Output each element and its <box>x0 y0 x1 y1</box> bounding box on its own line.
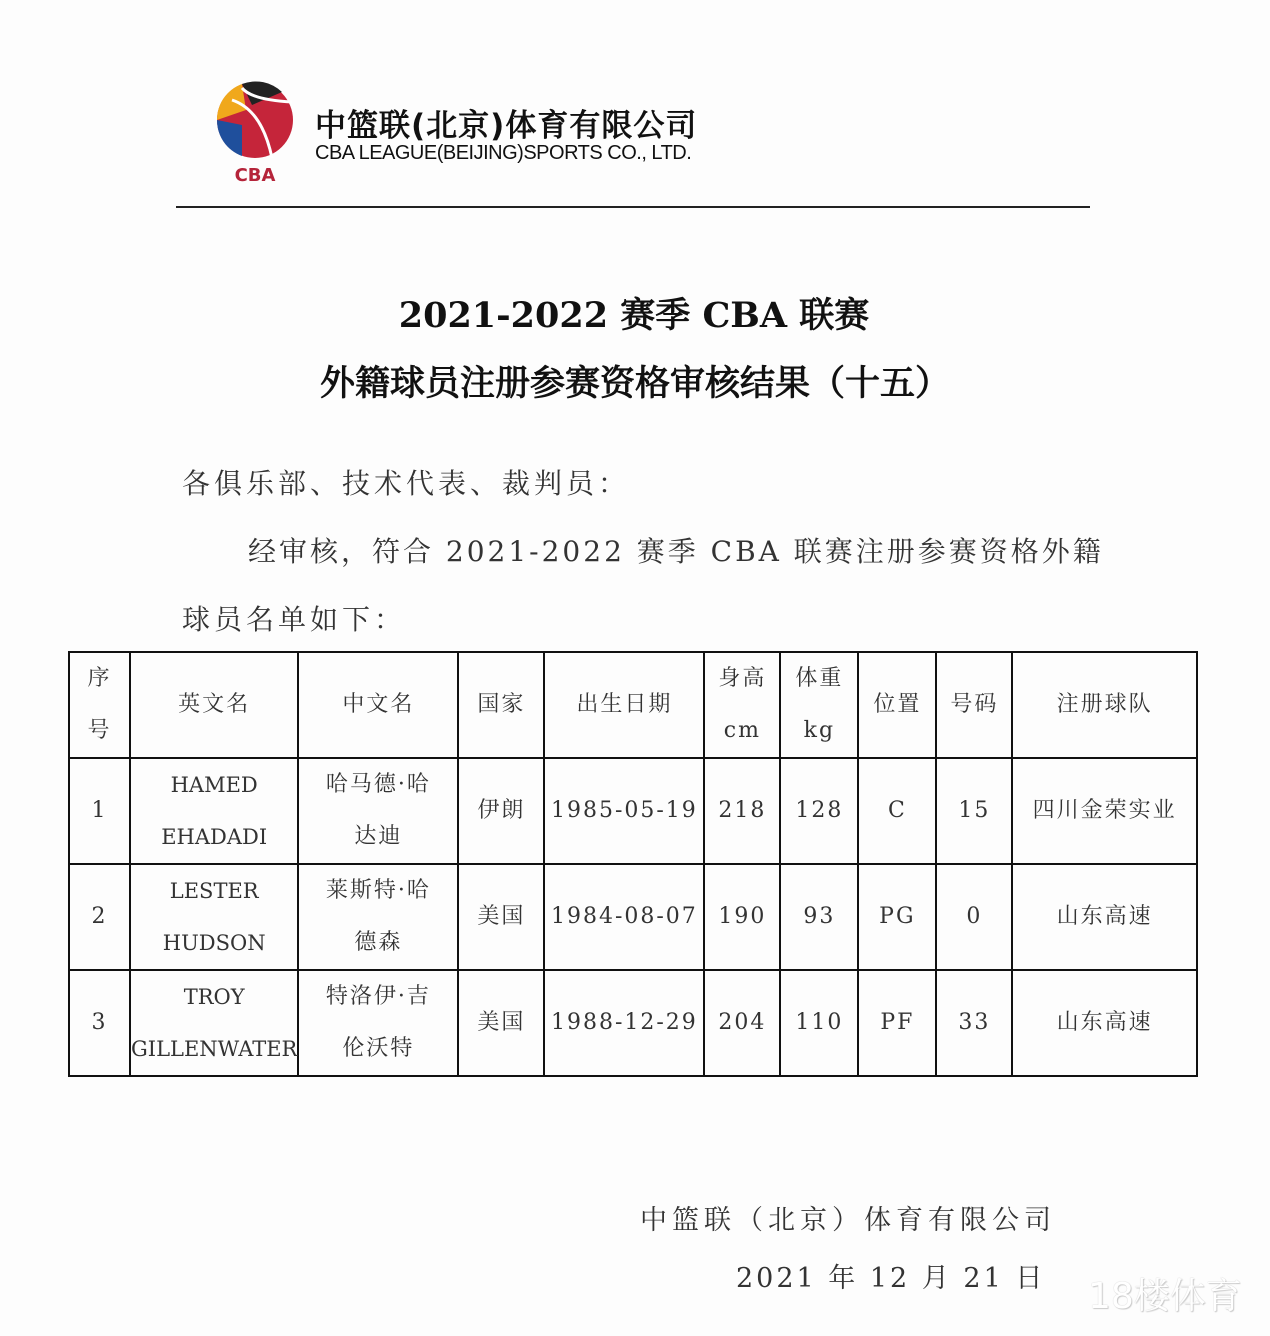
cell-cn <box>298 970 458 1076</box>
header-text: kg <box>803 718 836 743</box>
header-text: 号 <box>87 718 112 743</box>
header-text: 英文名 <box>178 692 251 717</box>
header-text: 序 <box>87 666 112 691</box>
cell-pos: PG <box>858 864 936 970</box>
logo-text: CBA <box>234 165 276 184</box>
cell-country: 伊朗 <box>458 758 544 864</box>
cell-num: 15 <box>936 758 1012 864</box>
cell-line: 达迪 <box>354 824 403 849</box>
header-text: cm <box>723 718 761 743</box>
column-header <box>458 652 544 758</box>
column-header <box>1012 652 1197 758</box>
cell-pos: PF <box>858 970 936 1076</box>
cell-weight: 93 <box>780 864 858 970</box>
cell-team: 山东高速 <box>1012 864 1197 970</box>
cell-line: 德森 <box>354 930 403 955</box>
cell-height: 218 <box>704 758 780 864</box>
header-text: 中文名 <box>342 692 415 717</box>
column-header <box>936 652 1012 758</box>
column-header <box>544 652 704 758</box>
cell-num: 33 <box>936 970 1012 1076</box>
cell-num: 0 <box>936 864 1012 970</box>
cell-weight: 110 <box>780 970 858 1076</box>
cell-weight: 128 <box>780 758 858 864</box>
cell-en <box>130 970 298 1076</box>
cell-cn <box>298 864 458 970</box>
cell-team: 山东高速 <box>1012 970 1197 1076</box>
cell-dob: 1988-12-29 <box>544 970 704 1076</box>
column-header <box>298 652 458 758</box>
paragraph-line-2: 球员名单如下： <box>182 603 407 636</box>
company-name-en: CBA LEAGUE(BEIJING)SPORTS CO., LTD. <box>315 142 692 164</box>
column-header <box>69 652 130 758</box>
header-text: 注册球队 <box>1056 692 1153 717</box>
cell-team: 四川金荣实业 <box>1012 758 1197 864</box>
cell-height: 190 <box>704 864 780 970</box>
column-header <box>780 652 858 758</box>
title-line-1: 2021-2022 赛季 CBA 联赛 <box>398 295 870 336</box>
cell-pos: C <box>858 758 936 864</box>
header-text: 位置 <box>873 692 922 717</box>
header-text: 国家 <box>477 692 526 717</box>
cell-line: HUDSON <box>162 931 266 955</box>
cell-no: 3 <box>69 970 130 1076</box>
cell-no: 2 <box>69 864 130 970</box>
cell-en <box>130 758 298 864</box>
cell-line: LESTER <box>169 879 259 903</box>
column-header <box>858 652 936 758</box>
cell-line: 伦沃特 <box>342 1036 415 1061</box>
cell-line: 哈马德·哈 <box>325 772 431 797</box>
cell-height: 204 <box>704 970 780 1076</box>
date: 2021 年 12 月 21 日 <box>736 1263 1046 1294</box>
table-header-row <box>69 652 1197 758</box>
header-text: 身高 <box>718 666 767 691</box>
watermark: 18楼体育 <box>1088 1276 1242 1317</box>
cell-line: HAMED <box>170 773 258 797</box>
cell-line: 特洛伊·吉 <box>325 984 431 1009</box>
cell-en <box>130 864 298 970</box>
cell-line: EHADADI <box>161 825 268 849</box>
header-text: 号码 <box>950 692 999 717</box>
cba-logo <box>212 80 298 184</box>
table-row <box>69 864 1197 970</box>
column-header <box>704 652 780 758</box>
player-table <box>68 651 1198 1077</box>
company-name-cn: 中篮联(北京)体育有限公司 <box>315 108 698 144</box>
header-divider <box>176 206 1090 208</box>
cell-line: TROY <box>183 985 245 1009</box>
cell-country: 美国 <box>458 864 544 970</box>
cell-no: 1 <box>69 758 130 864</box>
column-header <box>130 652 298 758</box>
header-text: 体重 <box>795 666 844 691</box>
cell-dob: 1984-08-07 <box>544 864 704 970</box>
salutation: 各俱乐部、技术代表、裁判员： <box>182 467 631 500</box>
cell-dob: 1985-05-19 <box>544 758 704 864</box>
table-row <box>69 970 1197 1076</box>
signature: 中篮联（北京）体育有限公司 <box>640 1205 1056 1236</box>
title-line-2: 外籍球员注册参赛资格审核结果（十五） <box>319 363 950 404</box>
table-row <box>69 758 1197 864</box>
paragraph-line-1: 经审核，符合 2021-2022 赛季 CBA 联赛注册参赛资格外籍 <box>248 535 1104 568</box>
cell-cn <box>298 758 458 864</box>
cell-country: 美国 <box>458 970 544 1076</box>
header-text: 出生日期 <box>576 692 673 717</box>
cell-line: GILLENWATER <box>131 1037 298 1061</box>
cell-line: 莱斯特·哈 <box>325 878 431 903</box>
